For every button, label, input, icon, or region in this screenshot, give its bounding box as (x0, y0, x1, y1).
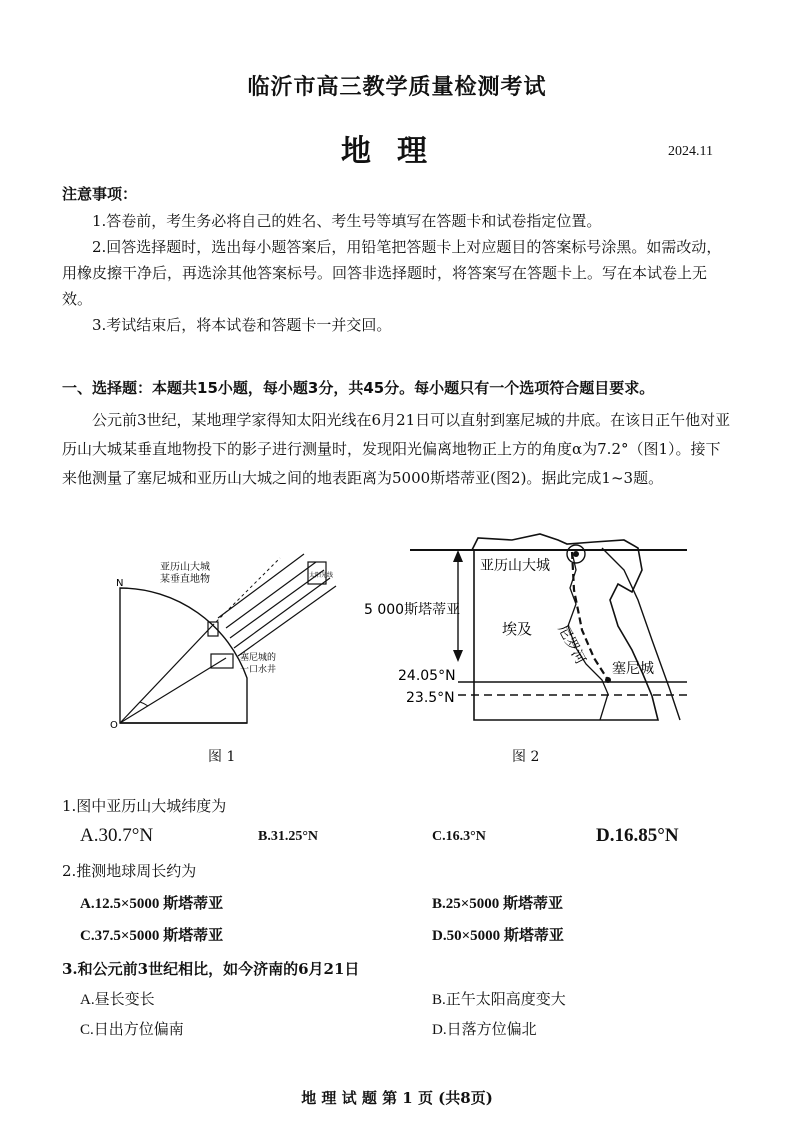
notice-item-2: 2.回答选择题时，选出每小题答案后，用铅笔把答题卡上对应题目的答案标号涂黑。如需改动，用橡皮擦干净后，再选涂其他答案标号。回答非选择题时，将答案写在答题卡上。写在本试卷上无效。 (62, 238, 722, 308)
fig2-label-lat2: 23.5°N (406, 690, 455, 706)
exam-date: 2024.11 (668, 144, 713, 159)
fig2-label-egypt: 埃及 (502, 620, 533, 638)
question-1-stem: 1.图中亚历山大城纬度为 (62, 797, 227, 815)
q2-option-c: C.37.5×5000 斯塔蒂亚 (80, 928, 224, 944)
q3-option-c: C.日出方位偏南 (80, 1022, 184, 1038)
fig1-label-well-2: 一口水井 (240, 665, 277, 675)
q1-option-b: B.31.25°N (258, 829, 319, 844)
q1-option-a: A.30.7°N (80, 825, 154, 846)
page-footer: 地 理 试 题 第 1 页 (共8页) (301, 1089, 493, 1107)
question-intro: 公元前3世纪，某地理学家得知太阳光线在6月21日可以直射到塞尼城的井底。在该日正午他对亚历山大城某垂直地物投下的影子进行测量时，发现阳光偏离地物正上方的角度α为7.2°（图1）。接下来他测量了塞尼城和亚历山大城之间的地表距离为5000斯塔蒂亚(图2)。据此完成1~3题。 (62, 411, 731, 487)
fig2-label-distance: 5 000斯塔蒂亚 (364, 602, 461, 618)
q1-option-d: D.16.85°N (596, 825, 679, 846)
fig1-label-sun: 太阳光线 (309, 572, 334, 579)
fig1-label-alex-2: 某垂直地物 (160, 574, 210, 585)
figure-1-diagram (108, 548, 358, 733)
fig1-label-n: N (116, 578, 124, 589)
fig1-label-alex-1: 亚历山大城 (160, 562, 210, 573)
question-2-stem: 2.推测地球周长约为 (62, 862, 197, 880)
subject-title: 地理 (341, 134, 453, 169)
section-heading: 一、选择题：本题共15小题，每小题3分，共45分。每小题只有一个选项符合题目要求。 (62, 379, 655, 397)
figure-2-map (362, 530, 692, 730)
q2-option-d: D.50×5000 斯塔蒂亚 (432, 928, 564, 944)
fig1-label-o: O (110, 720, 118, 731)
question-3-stem: 3.和公元前3世纪相比，如今济南的6月21日 (62, 960, 360, 978)
fig2-label-lat1: 24.05°N (398, 668, 456, 684)
figure-1-caption: 图 1 (208, 749, 236, 765)
q2-option-b: B.25×5000 斯塔蒂亚 (432, 896, 564, 912)
exam-title: 临沂市高三教学质量检测考试 (247, 74, 547, 100)
notice-item-1: 1.答卷前，考生务必将自己的姓名、考生号等填写在答题卡和试卷指定位置。 (92, 212, 602, 230)
q3-option-a: A.昼长变长 (80, 992, 155, 1008)
fig1-label-well-1: 塞尼城的 (240, 653, 277, 663)
notice-item-3: 3.考试结束后，将本试卷和答题卡一并交回。 (92, 316, 392, 334)
q1-option-c: C.16.3°N (432, 829, 486, 844)
fig2-label-nile: 尼罗河 (554, 622, 589, 667)
fig2-label-alex: 亚历山大城 (480, 558, 550, 574)
q3-option-b: B.正午太阳高度变大 (432, 992, 566, 1008)
q2-option-a: A.12.5×5000 斯塔蒂亚 (80, 896, 224, 912)
notice-heading: 注意事项： (62, 185, 138, 203)
figure-2-caption: 图 2 (512, 749, 540, 765)
q3-option-d: D.日落方位偏北 (432, 1022, 537, 1038)
fig2-label-syene: 塞尼城 (612, 661, 654, 677)
